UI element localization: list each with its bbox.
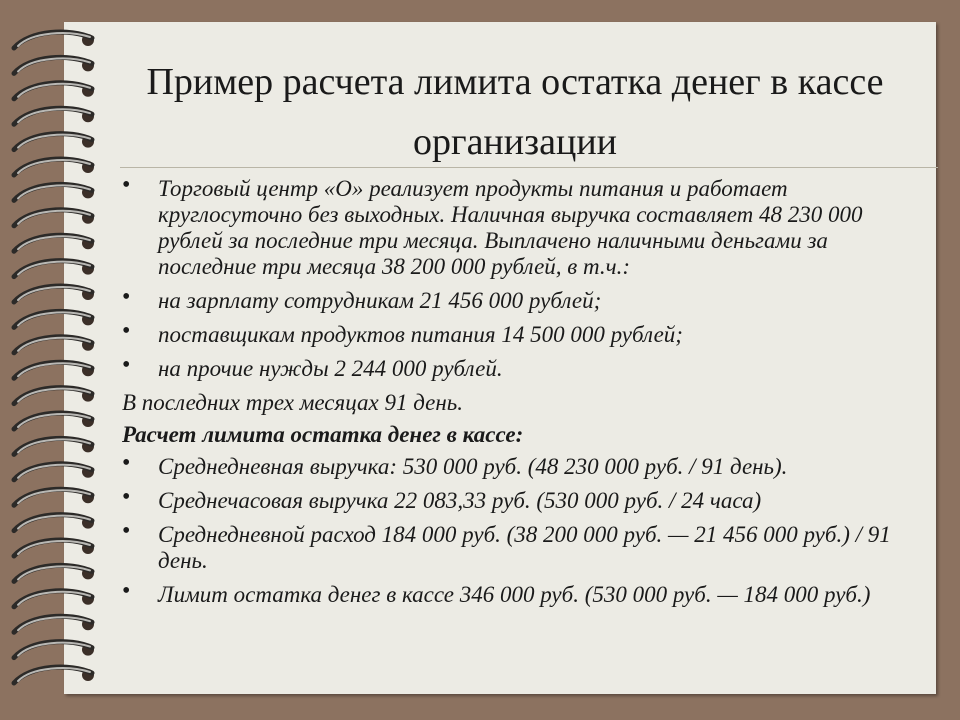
bullet-text: Среднедневная выручка: 530 000 руб. (48 230 000 руб. / 91 день). (158, 454, 788, 479)
slide-content (122, 172, 922, 616)
bullet-intro (122, 172, 922, 280)
bullet-text: Среднедневной расход 184 000 руб. (38 200 000 руб. — 21 456 000 руб.) / 91 день. (158, 522, 891, 573)
spiral-ring (14, 362, 94, 378)
spiral-ring (14, 616, 94, 632)
spiral-ring (14, 540, 94, 556)
bullet-suppliers (122, 318, 922, 348)
bullet-dot: • (122, 518, 131, 544)
spiral-ring (14, 311, 94, 327)
spiral-ring (14, 591, 94, 607)
slide-title: Пример расчета лимита остатка денег в кассе организации (146, 61, 884, 163)
spiral-ring (14, 489, 94, 505)
spiral-ring (14, 464, 94, 480)
bullet-dot: • (122, 172, 131, 198)
spiral-ring (14, 32, 94, 48)
bullet-dot: • (122, 450, 131, 476)
bullet-text: Торговый центр «О» реализует продукты питания и работает круглосуточно без выходных. Наличная выручка составляет 48 230 000 рублей за последние три месяца. Выплачено наличными деньгами за последние три месяца 38 200 000 рублей, в т.ч.: (158, 176, 863, 279)
spiral-ring (14, 108, 94, 124)
spiral-ring (14, 57, 94, 73)
bullet-text: поставщикам продуктов питания 14 500 000 рублей; (158, 322, 683, 347)
spiral-ring (14, 438, 94, 454)
spiral-ring (14, 388, 94, 404)
bullet-dot: • (122, 484, 131, 510)
bullet-dot: • (122, 578, 131, 604)
spiral-ring (14, 642, 94, 658)
bullet-dot: • (122, 352, 131, 378)
spiral-ring (14, 83, 94, 99)
spiral-ring (14, 235, 94, 251)
spiral-ring (14, 286, 94, 302)
bullet-dot: • (122, 318, 131, 344)
spiral-ring (14, 515, 94, 531)
calc-heading: Расчет лимита остатка денег в кассе: (122, 422, 524, 447)
spiral-ring (14, 667, 94, 683)
bullet-text: на прочие нужды 2 244 000 рублей. (158, 356, 503, 381)
spiral-ring (14, 413, 94, 429)
bullet-dot: • (122, 284, 131, 310)
bullet-avg-hourly-revenue (122, 484, 922, 514)
bullet-avg-daily-expense (122, 518, 922, 574)
title-divider (120, 167, 938, 168)
spiral-ring (14, 134, 94, 150)
bullet-text: Среднечасовая выручка 22 083,33 руб. (530 000 руб. / 24 часа) (158, 488, 762, 513)
bullet-avg-daily-revenue (122, 450, 922, 480)
bullet-text: на зарплату сотрудникам 21 456 000 рублей; (158, 288, 602, 313)
bullet-cash-limit (122, 578, 922, 608)
spiral-ring (14, 184, 94, 200)
spiral-ring (14, 565, 94, 581)
bullet-salary (122, 284, 922, 314)
spiral-binding (0, 0, 130, 720)
spiral-ring (14, 210, 94, 226)
bullet-other-needs (122, 352, 922, 382)
spiral-ring (14, 337, 94, 353)
spiral-ring (14, 159, 94, 175)
days-note: В последних трех месяцах 91 день. (122, 390, 463, 415)
spiral-ring (14, 261, 94, 277)
bullet-text: Лимит остатка денег в кассе 346 000 руб. (530 000 руб. — 184 000 руб.) (158, 582, 871, 607)
